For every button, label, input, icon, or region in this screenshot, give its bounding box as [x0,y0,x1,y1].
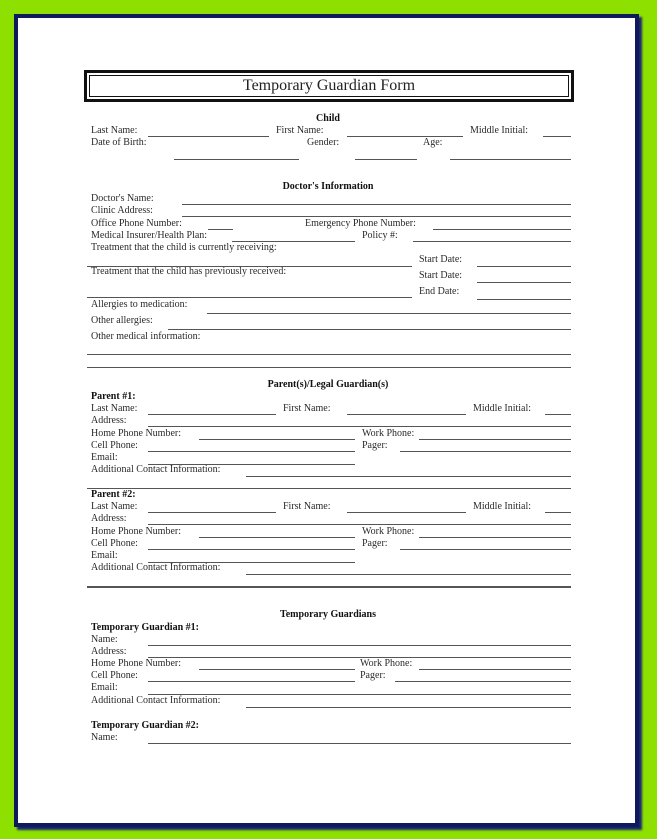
field-label-allergies-med: Allergies to medication: [91,299,188,310]
fill-in-line[interactable] [347,512,466,513]
fill-in-line[interactable] [450,159,571,160]
fill-in-line[interactable] [148,562,355,563]
field-label-work-phone: Work Phone: [360,658,413,669]
field-label-middle-initial: Middle Initial: [470,125,529,136]
fill-in-line[interactable] [419,669,571,670]
field-label-last-name: Last Name: [91,403,138,414]
field-label-previous-treatment: Treatment that the child has previously received: [91,266,287,277]
fill-in-line[interactable] [148,645,571,646]
fill-in-line[interactable] [355,159,417,160]
field-label-last-name: Last Name: [91,501,138,512]
fill-in-line[interactable] [545,414,571,415]
section-heading-heading: Temporary Guardians [279,609,377,620]
field-label-email: Email: [91,550,118,561]
fill-in-line[interactable] [148,681,355,682]
fill-in-line[interactable] [433,229,571,230]
field-label-address: Address: [91,513,127,524]
fill-in-line[interactable] [168,329,571,330]
field-label-first-name: First Name: [276,125,324,136]
fill-in-line[interactable] [419,439,571,440]
field-label-cell-phone: Cell Phone: [91,440,138,451]
section-heading-heading: Child [316,113,340,124]
fill-in-line[interactable] [199,669,355,670]
fill-in-line[interactable] [477,282,571,283]
fill-in-line[interactable] [148,464,355,465]
fill-in-line[interactable] [148,136,269,137]
field-label-clinic: Clinic Address: [91,205,153,216]
fill-in-line[interactable] [87,297,412,298]
field-label-work-phone: Work Phone: [362,428,415,439]
fill-in-line[interactable] [174,159,299,160]
field-label-pager: Pager: [360,670,386,681]
fill-in-line[interactable] [87,354,571,355]
field-label-email: Email: [91,452,118,463]
field-label-emergency-phone: Emergency Phone Number: [305,218,416,229]
field-label-g1: Temporary Guardian #1: [91,622,199,633]
fill-in-line[interactable] [347,136,463,137]
field-label-policy: Policy #: [362,230,398,241]
fill-in-line[interactable] [543,136,571,137]
fill-in-line[interactable] [232,241,355,242]
fill-in-line[interactable] [477,299,571,300]
fill-in-line[interactable] [208,229,233,230]
section-heading-heading: Doctor's Information [282,181,374,192]
fill-in-line[interactable] [246,476,571,477]
field-label-home-phone: Home Phone Number: [91,526,181,537]
fill-in-line[interactable] [87,367,571,368]
fill-in-line[interactable] [182,204,571,205]
fill-in-line[interactable] [246,707,571,708]
field-label-name: Name: [91,732,118,743]
fill-in-line[interactable] [199,439,355,440]
fill-in-line[interactable] [148,426,571,427]
fill-in-line[interactable] [246,574,571,575]
field-label-office-phone: Office Phone Number: [91,218,182,229]
fill-in-line[interactable] [148,512,276,513]
field-label-cell-phone: Cell Phone: [91,670,138,681]
fill-in-line[interactable] [400,451,571,452]
field-label-work-phone: Work Phone: [362,526,415,537]
field-label-last-name: Last Name: [91,125,138,136]
fill-in-line[interactable] [148,524,571,525]
field-label-cell-phone: Cell Phone: [91,538,138,549]
fill-in-line[interactable] [413,241,571,242]
fill-in-line[interactable] [148,451,355,452]
fill-in-line[interactable] [199,537,355,538]
field-label-additional: Additional Contact Information: [91,695,221,706]
fill-in-line[interactable] [207,313,571,314]
fill-in-line[interactable] [87,266,412,267]
field-label-additional: Additional Contact Information: [91,562,221,573]
field-label-pager: Pager: [362,440,388,451]
field-label-first-name: First Name: [283,501,331,512]
field-label-p2: Parent #2: [91,489,136,500]
fill-in-line[interactable] [545,512,571,513]
field-label-address: Address: [91,415,127,426]
field-label-name: Doctor's Name: [91,193,154,204]
title-box [84,70,574,102]
fill-in-line[interactable] [347,414,466,415]
field-label-email: Email: [91,682,118,693]
field-label-age: Age: [423,137,443,148]
field-label-middle-initial: Middle Initial: [473,403,532,414]
fill-in-line[interactable] [87,488,571,489]
field-label-gender: Gender: [307,137,340,148]
field-label-home-phone: Home Phone Number: [91,428,181,439]
section-heading-heading: Parent(s)/Legal Guardian(s) [267,379,389,390]
field-label-first-name: First Name: [283,403,331,414]
fill-in-line[interactable] [477,266,571,267]
fill-in-line[interactable] [395,681,571,682]
fill-in-line[interactable] [87,586,571,588]
field-label-start-date: Start Date: [419,270,463,281]
field-label-dob: Date of Birth: [91,137,147,148]
form-title: Temporary Guardian Form [89,75,569,97]
field-label-name: Name: [91,634,118,645]
fill-in-line[interactable] [400,549,571,550]
fill-in-line[interactable] [148,657,571,658]
field-label-p1: Parent #1: [91,391,136,402]
field-label-g2: Temporary Guardian #2: [91,720,199,731]
field-label-address: Address: [91,646,127,657]
fill-in-line[interactable] [182,216,571,217]
field-label-other-allergies: Other allergies: [91,315,153,326]
fill-in-line[interactable] [148,414,276,415]
fill-in-line[interactable] [148,694,571,695]
field-label-home-phone: Home Phone Number: [91,658,181,669]
field-label-end-date: End Date: [419,286,460,297]
field-label-middle-initial: Middle Initial: [473,501,532,512]
field-label-pager: Pager: [362,538,388,549]
field-label-other-medical: Other medical information: [91,331,201,342]
field-label-current-treatment: Treatment that the child is currently receiving: [91,242,277,253]
fill-in-line[interactable] [148,743,571,744]
fill-in-line[interactable] [148,549,355,550]
field-label-additional: Additional Contact Information: [91,464,221,475]
field-label-start-date: Start Date: [419,254,463,265]
field-label-insurer: Medical Insurer/Health Plan: [91,230,208,241]
fill-in-line[interactable] [419,537,571,538]
